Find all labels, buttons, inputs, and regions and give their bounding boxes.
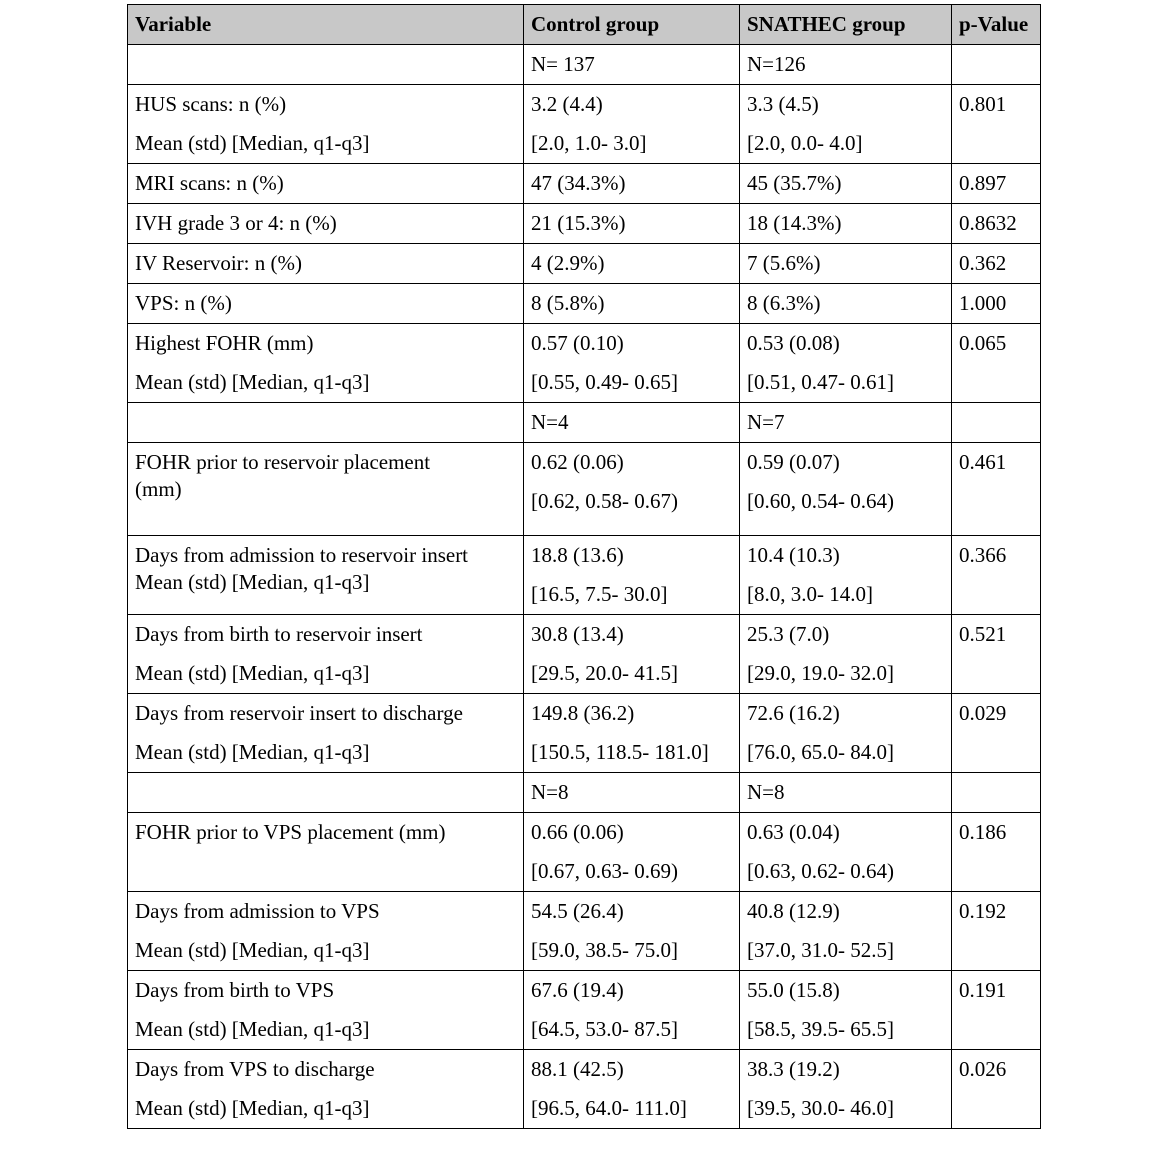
comparison-table <box>127 4 1041 1129</box>
cell-control <box>524 615 740 694</box>
cell-line: VPS: n (%) <box>135 291 232 315</box>
cell-snathec <box>740 892 952 971</box>
cell-line: 0.366 <box>959 543 1007 567</box>
cell-line: IV Reservoir: n (%) <box>135 251 302 275</box>
cell-p-value <box>952 1050 1041 1129</box>
cell-line: Mean (std) [Median, q1-q3] <box>135 938 370 962</box>
cell-line: [64.5, 53.0- 87.5] <box>531 1017 678 1041</box>
cell-variable <box>128 284 524 324</box>
cell-line: 10.4 (10.3) <box>747 543 840 567</box>
cell-line: 0.065 <box>959 331 1007 355</box>
table-row <box>128 244 1041 284</box>
cell-snathec <box>740 536 952 615</box>
table-row <box>128 1050 1041 1129</box>
cell-line: [0.51, 0.47- 0.61] <box>747 370 894 394</box>
cell-p-value <box>952 443 1041 536</box>
table-row <box>128 85 1041 164</box>
cell-line: 7 (5.6%) <box>747 251 821 275</box>
table-row <box>128 971 1041 1050</box>
cell-line: Mean (std) [Median, q1-q3] <box>135 131 370 155</box>
cell-line: 0.521 <box>959 622 1007 646</box>
cell-line: 3.2 (4.4) <box>531 92 603 116</box>
table-row <box>128 204 1041 244</box>
header-p-value: p-Value <box>952 5 1041 45</box>
table-row <box>128 773 1041 813</box>
cell-line: 0.63 (0.04) <box>747 820 840 844</box>
cell-line: 0.362 <box>959 251 1007 275</box>
cell-line: 47 (34.3%) <box>531 171 626 195</box>
cell-line: 8 (6.3%) <box>747 291 821 315</box>
cell-p-value <box>952 694 1041 773</box>
cell-control <box>524 773 740 813</box>
header-snathec-group: SNATHEC group <box>740 5 952 45</box>
cell-p-value <box>952 324 1041 403</box>
cell-line <box>135 779 517 806</box>
cell-control <box>524 85 740 164</box>
cell-variable <box>128 244 524 284</box>
cell-control <box>524 813 740 892</box>
cell-line: N=126 <box>747 52 806 76</box>
header-control-group: Control group <box>524 5 740 45</box>
cell-snathec <box>740 204 952 244</box>
cell-snathec <box>740 971 952 1050</box>
cell-line: 0.57 (0.10) <box>531 331 624 355</box>
cell-line: FOHR prior to VPS placement (mm) <box>135 820 446 844</box>
cell-variable <box>128 204 524 244</box>
cell-line: [16.5, 7.5- 30.0] <box>531 582 668 606</box>
cell-snathec <box>740 164 952 204</box>
cell-line: [37.0, 31.0- 52.5] <box>747 938 894 962</box>
cell-control <box>524 443 740 536</box>
cell-line: HUS scans: n (%) <box>135 92 287 116</box>
cell-line <box>135 409 517 436</box>
cell-line: Days from admission to VPS <box>135 899 380 923</box>
cell-line <box>959 51 1034 78</box>
cell-line: [76.0, 65.0- 84.0] <box>747 740 894 764</box>
cell-p-value <box>952 813 1041 892</box>
table-row <box>128 615 1041 694</box>
cell-line: Days from VPS to discharge <box>135 1057 375 1081</box>
cell-control <box>524 892 740 971</box>
cell-snathec <box>740 324 952 403</box>
cell-variable <box>128 536 524 615</box>
cell-line: 30.8 (13.4) <box>531 622 624 646</box>
table-row <box>128 324 1041 403</box>
cell-line: 3.3 (4.5) <box>747 92 819 116</box>
cell-line: 45 (35.7%) <box>747 171 842 195</box>
cell-line: 38.3 (19.2) <box>747 1057 840 1081</box>
cell-variable <box>128 615 524 694</box>
cell-variable <box>128 164 524 204</box>
cell-p-value <box>952 45 1041 85</box>
table-row <box>128 284 1041 324</box>
cell-line: 0.192 <box>959 899 1007 923</box>
cell-line <box>959 409 1034 436</box>
cell-line: 55.0 (15.8) <box>747 978 840 1002</box>
cell-variable <box>128 324 524 403</box>
cell-p-value <box>952 244 1041 284</box>
cell-p-value <box>952 892 1041 971</box>
cell-line: 0.461 <box>959 450 1007 474</box>
cell-line: Days from admission to reservoir insert <box>135 543 469 567</box>
cell-snathec <box>740 403 952 443</box>
cell-snathec <box>740 813 952 892</box>
cell-line: 149.8 (36.2) <box>531 701 635 725</box>
cell-line: [2.0, 0.0- 4.0] <box>747 131 863 155</box>
cell-snathec <box>740 45 952 85</box>
cell-snathec <box>740 615 952 694</box>
cell-p-value <box>952 85 1041 164</box>
cell-control <box>524 284 740 324</box>
cell-control <box>524 971 740 1050</box>
cell-snathec <box>740 443 952 536</box>
cell-variable <box>128 892 524 971</box>
cell-snathec <box>740 284 952 324</box>
cell-line: [0.62, 0.58- 0.67) <box>531 489 678 513</box>
cell-line: 4 (2.9%) <box>531 251 605 275</box>
table-row <box>128 45 1041 85</box>
cell-line: [2.0, 1.0- 3.0] <box>531 131 647 155</box>
cell-variable <box>128 1050 524 1129</box>
cell-p-value <box>952 204 1041 244</box>
header-variable: Variable <box>128 5 524 45</box>
cell-line: 0.191 <box>959 978 1007 1002</box>
cell-line: 1.000 <box>959 291 1007 315</box>
cell-line: [0.63, 0.62- 0.64) <box>747 859 894 883</box>
cell-line: 0.53 (0.08) <box>747 331 840 355</box>
cell-control <box>524 204 740 244</box>
cell-p-value <box>952 536 1041 615</box>
cell-snathec <box>740 244 952 284</box>
cell-line: 40.8 (12.9) <box>747 899 840 923</box>
cell-line: N= 137 <box>531 52 595 76</box>
cell-control <box>524 403 740 443</box>
cell-snathec <box>740 85 952 164</box>
table-row <box>128 892 1041 971</box>
cell-control <box>524 536 740 615</box>
table-row <box>128 694 1041 773</box>
cell-line: [29.0, 19.0- 32.0] <box>747 661 894 685</box>
cell-line: 0.026 <box>959 1057 1007 1081</box>
cell-line: FOHR prior to reservoir placement <box>135 450 431 474</box>
cell-snathec <box>740 694 952 773</box>
cell-line: Mean (std) [Median, q1-q3] <box>135 740 370 764</box>
cell-line: (mm) <box>135 477 182 501</box>
cell-line: 0.897 <box>959 171 1007 195</box>
cell-line: N=4 <box>531 410 569 434</box>
cell-control <box>524 694 740 773</box>
cell-line: Days from birth to VPS <box>135 978 335 1002</box>
cell-line: 21 (15.3%) <box>531 211 626 235</box>
table-row <box>128 536 1041 615</box>
cell-control <box>524 164 740 204</box>
cell-line: Highest FOHR (mm) <box>135 331 314 355</box>
cell-line: 18 (14.3%) <box>747 211 842 235</box>
cell-line: 8 (5.8%) <box>531 291 605 315</box>
cell-line: Mean (std) [Median, q1-q3] <box>135 661 370 685</box>
cell-control <box>524 244 740 284</box>
cell-p-value <box>952 164 1041 204</box>
cell-line: [39.5, 30.0- 46.0] <box>747 1096 894 1120</box>
cell-variable <box>128 85 524 164</box>
cell-line: 25.3 (7.0) <box>747 622 830 646</box>
cell-p-value <box>952 971 1041 1050</box>
cell-control <box>524 324 740 403</box>
cell-line: Mean (std) [Median, q1-q3] <box>135 1017 370 1041</box>
table-row <box>128 403 1041 443</box>
cell-line: 0.59 (0.07) <box>747 450 840 474</box>
cell-snathec <box>740 1050 952 1129</box>
cell-line: [0.67, 0.63- 0.69) <box>531 859 678 883</box>
cell-line: Days from reservoir insert to discharge <box>135 701 463 725</box>
cell-control <box>524 1050 740 1129</box>
cell-p-value <box>952 284 1041 324</box>
cell-line: N=8 <box>747 780 785 804</box>
cell-line: IVH grade 3 or 4: n (%) <box>135 211 337 235</box>
table-row <box>128 164 1041 204</box>
cell-line: [29.5, 20.0- 41.5] <box>531 661 678 685</box>
cell-line: 67.6 (19.4) <box>531 978 624 1002</box>
table-row <box>128 443 1041 536</box>
cell-line: 0.186 <box>959 820 1007 844</box>
cell-p-value <box>952 615 1041 694</box>
cell-line: 18.8 (13.6) <box>531 543 624 567</box>
cell-line: 0.66 (0.06) <box>531 820 624 844</box>
cell-line: 0.8632 <box>959 211 1017 235</box>
cell-line: 0.62 (0.06) <box>531 450 624 474</box>
cell-line: [0.60, 0.54- 0.64) <box>747 489 894 513</box>
cell-variable <box>128 45 524 85</box>
cell-line: Mean (std) [Median, q1-q3] <box>135 1096 370 1120</box>
cell-snathec <box>740 773 952 813</box>
cell-variable <box>128 773 524 813</box>
cell-line: N=8 <box>531 780 569 804</box>
cell-line: 72.6 (16.2) <box>747 701 840 725</box>
cell-line: [0.55, 0.49- 0.65] <box>531 370 678 394</box>
cell-line: [96.5, 64.0- 111.0] <box>531 1096 687 1120</box>
table-row <box>128 813 1041 892</box>
cell-variable <box>128 813 524 892</box>
cell-variable <box>128 443 524 536</box>
cell-control <box>524 45 740 85</box>
cell-line: Mean (std) [Median, q1-q3] <box>135 370 370 394</box>
cell-line: [150.5, 118.5- 181.0] <box>531 740 709 764</box>
cell-p-value <box>952 773 1041 813</box>
cell-line <box>959 779 1034 806</box>
cell-line: Days from birth to reservoir insert <box>135 622 423 646</box>
cell-variable <box>128 971 524 1050</box>
header-row <box>128 5 1041 45</box>
cell-line: 54.5 (26.4) <box>531 899 624 923</box>
cell-line: [58.5, 39.5- 65.5] <box>747 1017 894 1041</box>
cell-line: MRI scans: n (%) <box>135 171 284 195</box>
cell-variable <box>128 403 524 443</box>
cell-line: [8.0, 3.0- 14.0] <box>747 582 873 606</box>
cell-line: N=7 <box>747 410 785 434</box>
cell-line: [59.0, 38.5- 75.0] <box>531 938 678 962</box>
cell-line: 88.1 (42.5) <box>531 1057 624 1081</box>
cell-line: 0.029 <box>959 701 1007 725</box>
cell-line <box>135 51 517 78</box>
cell-line: Mean (std) [Median, q1-q3] <box>135 570 370 594</box>
cell-p-value <box>952 403 1041 443</box>
cell-line: 0.801 <box>959 92 1007 116</box>
cell-variable <box>128 694 524 773</box>
